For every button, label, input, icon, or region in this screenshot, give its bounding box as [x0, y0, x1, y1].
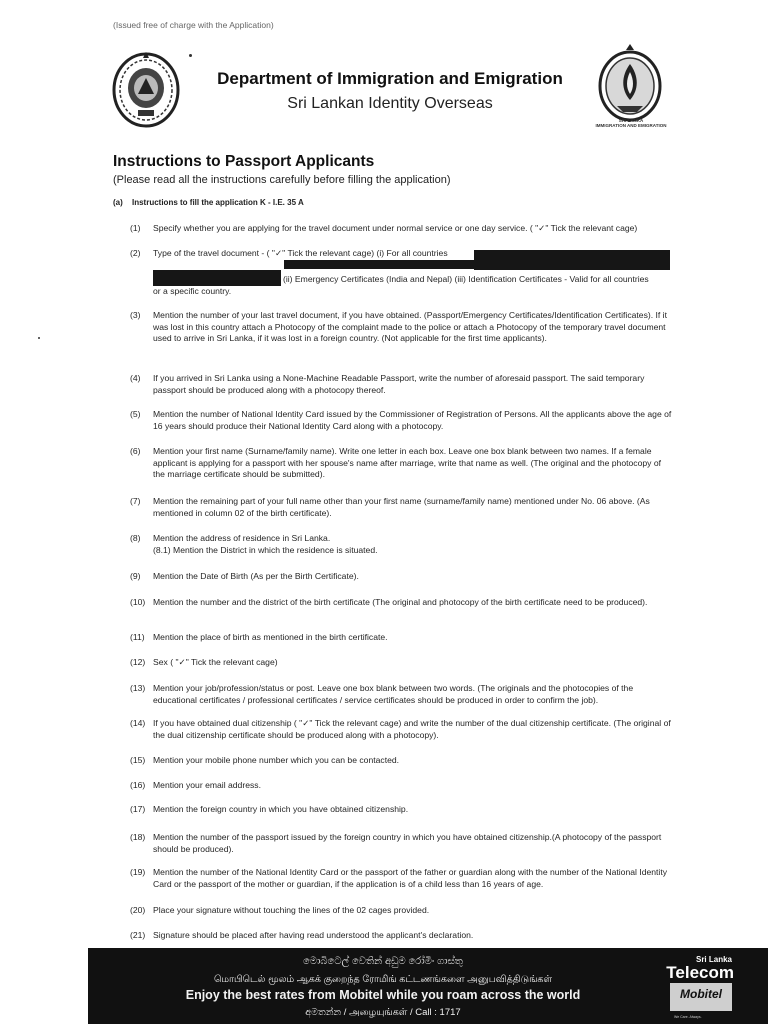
- instruction-item-continued: [130, 286, 672, 298]
- item-text: Mention the number of National Identity Card issued by the Commissioner of Registration of Persons. All the applicants above the age of 16 years should produce their National Identity Card along with a photocopy.: [153, 409, 672, 431]
- redaction-bar: [153, 270, 281, 286]
- instruction-item: [130, 657, 672, 669]
- instruction-item-continued: [283, 274, 673, 286]
- banner-english-line: Enjoy the best rates from Mobitel while you roam across the world: [185, 988, 581, 1002]
- instruction-item: [130, 780, 672, 792]
- banner-sinhala-line: මොබිටෙල් වෙතින් අඩුම රෝමිං ගාස්තු: [303, 956, 463, 967]
- instruction-item: [130, 446, 672, 481]
- item-text: Mention the number of the National Identity Card or the passport of the father or guardian along with the number of the National Identity Card or the passport of the mother or guardian, if the application is of a child less than 16 years of age.: [153, 867, 668, 889]
- instruction-item: [130, 804, 672, 816]
- instruction-item: [130, 755, 672, 767]
- item-text: Signature should be placed after having read understood the applicant's declaration.: [153, 930, 474, 940]
- item-number: (5): [130, 409, 141, 419]
- item-text: Type of the travel document - ( "✓" Tick the relevant cage) (i) For all countries: [153, 248, 448, 258]
- item-number: (15): [130, 755, 146, 765]
- item-text: Sex ( "✓" Tick the relevant cage): [153, 657, 278, 667]
- department-subtitle: Sri Lankan Identity Overseas: [287, 95, 493, 112]
- item-number: (20): [130, 905, 146, 915]
- instruction-item: [130, 223, 672, 235]
- item-number: (21): [130, 930, 146, 940]
- item-text: Mention the address of residence in Sri Lanka.: [153, 533, 331, 543]
- instruction-item: [130, 533, 672, 545]
- instruction-item: [130, 409, 672, 432]
- item-text: Mention your mobile phone number which you can be contacted.: [153, 755, 400, 765]
- item-number: (4): [130, 373, 141, 383]
- item-number: (2): [130, 248, 141, 258]
- item-text: Place your signature without touching the lines of the 02 cages provided.: [153, 905, 430, 915]
- instruction-item: [130, 718, 672, 741]
- item-number: (8): [130, 533, 141, 543]
- banner-tamil-line: மொபிடெல் மூலம் ஆகக் குறைந்த ரோமிங் கட்டணங்களை அனுபவித்திடுங்கள்: [213, 974, 553, 985]
- instruction-item: [130, 930, 672, 942]
- redaction-bar: [284, 260, 670, 269]
- item-number: (13): [130, 683, 146, 693]
- immigration-emblem-caption: SRI LANKA IMMIGRATION AND EMIGRATION: [595, 118, 667, 128]
- instruction-item: [130, 310, 672, 345]
- instruction-item: [130, 373, 672, 396]
- section-heading: [113, 198, 304, 207]
- instruction-item: [130, 632, 672, 644]
- item-number: (17): [130, 804, 146, 814]
- item-number: (6): [130, 446, 141, 456]
- department-title: Department of Immigration and Emigration: [217, 69, 563, 88]
- instruction-item: [130, 905, 672, 917]
- logo-country: Sri Lanka: [695, 955, 732, 964]
- item-text: Mention your email address.: [153, 780, 261, 790]
- document-title: Instructions to Passport Applicants: [113, 153, 375, 170]
- instruction-item: [130, 571, 672, 583]
- item-number: (18): [130, 832, 146, 842]
- item-text: Mention your first name (Surname/family name). Write one letter in each box. Leave one box blank between two names. If a female applicant is applying for a passport with her spouse's name after marriage, write that name as well. (The original and the photocopy of the marriage certificate should be submitted).: [153, 446, 661, 479]
- instruction-subitem: [130, 545, 672, 557]
- item-number: (12): [130, 657, 146, 667]
- item-number: (7): [130, 496, 141, 506]
- item-text: Mention the foreign country in which you have obtained citizenship.: [153, 804, 409, 814]
- item-text: Mention the number and the district of the birth certificate (The original and photocopy of the birth certificate need to be produced).: [153, 597, 648, 607]
- item-number: (1): [130, 223, 141, 233]
- logo-telecom: Telecom: [666, 963, 734, 982]
- issued-note: (Issued free of charge with the Application): [113, 20, 274, 30]
- item-number: (16): [130, 780, 146, 790]
- scan-speck: [38, 337, 40, 339]
- advertisement-banner: [88, 948, 768, 1024]
- item-text: (8.1) Mention the District in which the residence is situated.: [153, 545, 378, 555]
- instruction-item: [130, 832, 672, 855]
- item-number: (19): [130, 867, 146, 877]
- instruction-item: [130, 867, 672, 890]
- section-label: (a): [113, 198, 123, 207]
- item-text: If you have obtained dual citizenship ( "✓" Tick the relevant cage) and write the number of the dual citizenship certificate. (The original of the dual citizenship certificate should be produced along with a photocopy).: [153, 718, 671, 740]
- item-text: Mention the place of birth as mentioned in the birth certificate.: [153, 632, 388, 642]
- item-text: Specify whether you are applying for the travel document under normal service or one day service. ( "✓" Tick the relevant cage): [153, 223, 638, 233]
- logo-mobitel: Mobitel: [680, 987, 722, 1001]
- item-text: Mention the remaining part of your full name other than your first name (surname/family name) mentioned under No. 06 above. (As mentioned in column 02 of the birth certificate).: [153, 496, 650, 518]
- item-text: Mention the number of your last travel document, if you have obtained. (Passport/Emergency Certificates/Identification Certificates). If it was lost in this country attach a Photocopy of the complaint made to the police or attach a Photocopy of the temporary travel document used to arrive in Sri Lanka, if it was lost in a foreign country. (Not applicable for the first time applicants).: [153, 310, 667, 343]
- document-subtitle: (Please read all the instructions carefully before filling the application): [113, 174, 451, 186]
- item-number: (10): [130, 597, 146, 607]
- item-number: (11): [130, 632, 145, 642]
- item-number: (3): [130, 310, 141, 320]
- section-title: Instructions to fill the application K - I.E. 35 A: [132, 198, 304, 207]
- national-emblem-icon: [111, 50, 181, 130]
- item-text: If you arrived in Sri Lanka using a None-Machine Readable Passport, write the number of aforesaid passport. The said temporary passport should be produced along with a photocopy thereof.: [153, 373, 645, 395]
- item-text: or a specific country.: [153, 286, 232, 296]
- telecom-mobitel-logo: [660, 953, 760, 1019]
- logo-tagline: We Care. Always.: [674, 1015, 702, 1019]
- item-text: Mention the number of the passport issued by the foreign country in which you have obtained citizenship.(A photocopy of the passport should be produced).: [153, 832, 662, 854]
- instruction-item: [130, 597, 672, 609]
- item-number: (9): [130, 571, 141, 581]
- immigration-emblem-icon: [597, 42, 663, 130]
- instruction-item: [130, 683, 672, 706]
- item-text: (ii) Emergency Certificates (India and Nepal) (iii) Identification Certificates - Valid for all countries: [283, 274, 649, 284]
- banner-call-line: අමතන්න / அழையுங்கள் / Call : 1717: [305, 1007, 461, 1018]
- item-number: (14): [130, 718, 146, 728]
- instruction-item: [130, 496, 672, 519]
- item-text: Mention your job/profession/status or post. Leave one box blank between two words. (The originals and the photocopies of the educational certificates / professional certificates / service certificates should be produced in order to confirm the job).: [153, 683, 634, 705]
- scan-speck: [189, 54, 192, 57]
- item-text: Mention the Date of Birth (As per the Birth Certificate).: [153, 571, 359, 581]
